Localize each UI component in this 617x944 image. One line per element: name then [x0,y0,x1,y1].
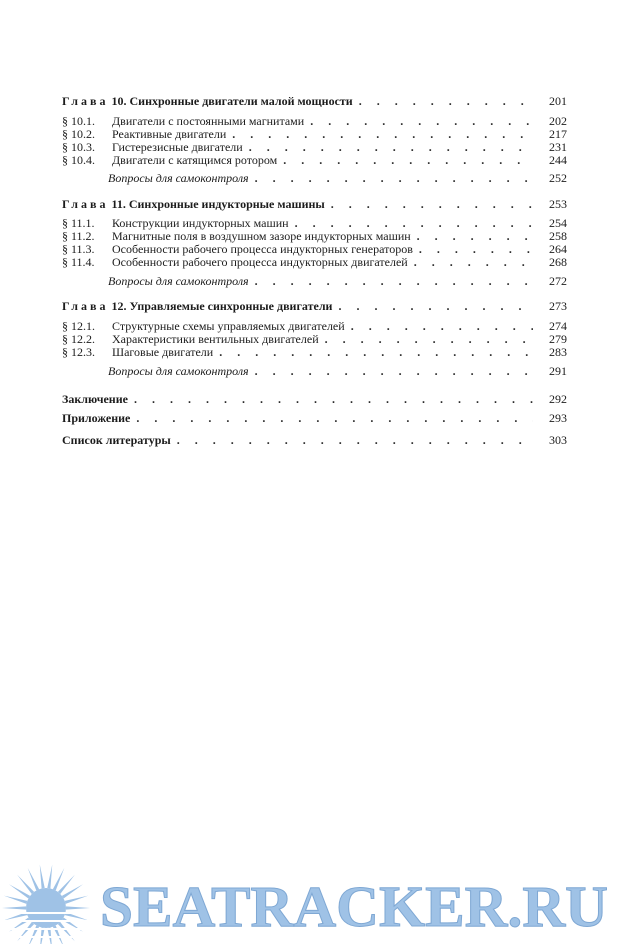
toc-section-12-1[interactable] [62,319,567,333]
dot-leader [417,229,533,243]
section-number: § 12.1. [62,319,95,333]
section-number: § 12.3. [62,345,95,359]
chapter-word: Глава [62,197,109,211]
section-number: § 11.4. [62,255,95,269]
toc-chapter-12[interactable] [62,299,567,313]
toc-chapter-10[interactable] [62,94,567,108]
sun-ray [2,906,26,909]
dot-leader [325,332,533,346]
sun-ray [40,864,45,888]
toc-section-10-1[interactable] [62,114,567,128]
sun-ray [53,868,64,891]
section-number: § 10.2. [62,127,95,141]
section-number: § 10.3. [62,140,95,154]
dot-leader [255,171,533,185]
page-number: 291 [549,364,567,378]
page-number: 244 [549,153,567,167]
section-number: § 12.2. [62,332,95,346]
toc-section-10-4[interactable] [62,153,567,167]
page-number: 292 [549,392,567,406]
entry-title: Заключение [62,392,128,406]
sun-stripe [2,928,90,930]
questions-title: Вопросы для самоконтроля [108,364,249,378]
dot-leader [255,274,533,288]
page-number: 268 [549,255,567,269]
dot-leader [310,114,533,128]
sun-icon [2,864,90,944]
toc-bibliography[interactable] [62,433,567,447]
section-title: Особенности рабочего процесса индукторных генераторов [112,242,413,256]
section-title: Гистерезисные двигатели [112,140,243,154]
toc-appendix[interactable] [62,411,567,425]
toc-section-11-1[interactable] [62,216,567,230]
dot-leader [331,197,533,211]
page-number: 217 [549,127,567,141]
dot-leader [232,127,533,141]
section-title: Особенности рабочего процесса индукторных двигателей [112,255,408,269]
page-number: 252 [549,171,567,185]
chapter-title: 11. Синхронные индукторные машины [111,197,325,211]
page-number: 293 [549,411,567,425]
chapter-title: 10. Синхронные двигатели малой мощности [111,94,353,108]
page-number: 258 [549,229,567,243]
toc-section-10-3[interactable] [62,140,567,154]
page-number: 231 [549,140,567,154]
toc-section-10-2[interactable] [62,127,567,141]
toc-section-11-4[interactable] [62,255,567,269]
dot-leader [177,433,533,447]
table-of-contents [0,0,617,470]
section-number: § 11.1. [62,216,95,230]
sun-ray [28,868,39,891]
dot-leader [351,319,533,333]
page-number: 254 [549,216,567,230]
page-number: 264 [549,242,567,256]
toc-chapter-11[interactable] [62,197,567,211]
section-title: Магнитные поля в воздушном зазоре индукторных машин [112,229,411,243]
questions-title: Вопросы для самоконтроля [108,274,249,288]
page-number: 283 [549,345,567,359]
sun-ray [66,906,90,909]
dot-leader [419,242,533,256]
section-title: Конструкции индукторных машин [112,216,289,230]
section-title: Реактивные двигатели [112,127,227,141]
toc-section-11-2[interactable] [62,229,567,243]
section-title: Структурные схемы управляемых двигателей [112,319,345,333]
sun-stripe [2,912,90,914]
dot-leader [136,411,533,425]
chapter-word: Глава [62,94,109,108]
section-number: § 11.2. [62,229,95,243]
section-title: Двигатели с постоянными магнитами [112,114,305,128]
questions-title: Вопросы для самоконтроля [108,171,249,185]
dot-leader [219,345,533,359]
chapter-title: 12. Управляемые синхронные двигатели [111,299,333,313]
section-number: § 10.1. [62,114,95,128]
section-number: § 10.4. [62,153,95,167]
toc-questions-12[interactable] [62,364,567,378]
section-title: Двигатели с катящимся ротором [112,153,278,167]
entry-title: Приложение [62,411,131,425]
page-number: 279 [549,332,567,346]
dot-leader [414,255,533,269]
page-number: 253 [549,197,567,211]
dot-leader [338,299,533,313]
page-number: 274 [549,319,567,333]
toc-questions-11[interactable] [62,274,567,288]
dot-leader [134,392,533,406]
dot-leader [359,94,533,108]
dot-leader [249,140,533,154]
watermark-text: SEATRACKER.RU [100,874,608,939]
dot-leader [283,153,533,167]
page-number: 202 [549,114,567,128]
sun-stripe [2,920,90,922]
page-number: 272 [549,274,567,288]
section-title: Шаговые двигатели [112,345,214,359]
sun-ray [47,864,52,888]
watermark [0,848,617,944]
sun-ray [4,896,28,904]
section-title: Характеристики вентильных двигателей [112,332,319,346]
toc-section-11-3[interactable] [62,242,567,256]
toc-questions-10[interactable] [62,171,567,185]
section-number: § 11.3. [62,242,95,256]
entry-title: Список литературы [62,433,171,447]
sun-stripe [2,936,90,938]
page-number: 303 [549,433,567,447]
chapter-word: Глава [62,299,109,313]
page-number: 273 [549,299,567,313]
dot-leader [295,216,533,230]
sun-ray [65,896,89,904]
toc-section-12-3[interactable] [62,345,567,359]
dot-leader [255,364,533,378]
watermark-graphic [0,848,617,944]
page-number: 201 [549,94,567,108]
toc-section-12-2[interactable] [62,332,567,346]
toc-conclusion[interactable] [62,392,567,406]
